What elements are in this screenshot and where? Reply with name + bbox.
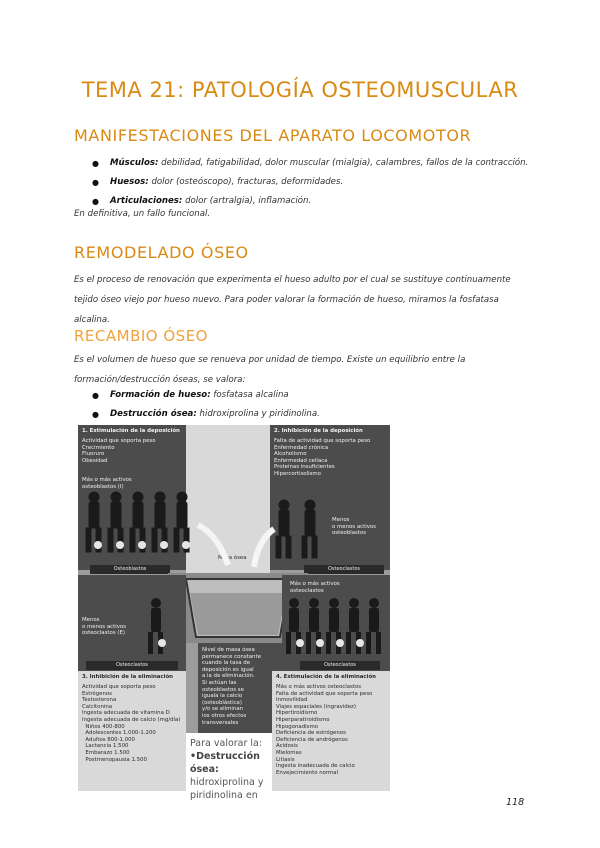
- panel-lines: Actividad que soporta peso Estrógenos Testosterona Calcitonina Ingesta adecuada de vitamina D Ingesta adecuada de calcio (mg/día) Niños 400-800 Adolescentes 1.000-1.200 Adultos 800-1.000 Lactancia 1.500 Embarazo 1.500 Postmenopausia 1.500: [82, 684, 181, 763]
- recambio-list: [92, 386, 320, 424]
- valorar-title: Para valorar la:: [190, 738, 263, 749]
- section-heading-recambio: RECAMBIO ÓSEO: [74, 327, 208, 345]
- recambio-paragraph: Es el volumen de hueso que se renueva por unidad de tiempo. Existe un equilibrio entre la formación/destrucción óseas, se valora:: [74, 355, 466, 385]
- list-item: ● Formación de hueso: fosfatasa alcalina: [92, 386, 320, 405]
- valorar-text: hidroxiprolina y piridinolina en: [190, 777, 264, 801]
- osteoclast-label-bottom: Osteoclastos: [86, 661, 178, 670]
- valorar-text-block: [190, 737, 286, 802]
- panel-title: 4. Estimulación de la eliminación: [276, 674, 377, 680]
- osteoclast-label: Osteoclastos: [304, 565, 384, 574]
- panel-note: Más o más activos osteoclastos: [290, 581, 340, 594]
- panel-removal-inhibition-text: [78, 671, 186, 791]
- workers-row-top-icon: [78, 485, 390, 575]
- remodelado-paragraph: Es el proceso de renovación que experimenta el hueso adulto por el cual se sustituye continuamente tejido óseo viejo por hueso nuevo. Para poder valorar la formación de hueso, miramos la fosfatasa alcalina.: [74, 275, 511, 325]
- mass-label: Masa ósea: [218, 555, 247, 561]
- conclusion-text: En definitiva, un fallo funcional.: [74, 209, 211, 219]
- list-item: ● Músculos: debilidad, fatigabilidad, dolor muscular (mialgia), calambres, fallos de la contracción.: [92, 154, 528, 173]
- panel-note: Más o más activos osteoblastos (I): [82, 477, 132, 490]
- panel-note: Menos o menos activos osteoblastos: [332, 517, 376, 537]
- panel-lines: Falta de actividad que soporta peso Enfermedad crónica Alcoholismo Enfermedad celíaca Proteínas insuficientes Hipercortisolismo: [274, 438, 371, 477]
- section-heading-manifestaciones: MANIFESTACIONES DEL APARATO LOCOMOTOR: [74, 126, 472, 145]
- section-heading-remodelado: REMODELADO ÓSEO: [74, 243, 249, 262]
- manifestaciones-list: [92, 154, 528, 211]
- panel-title: 3. Inhibición de la eliminación: [82, 674, 174, 680]
- panel-lines: Más o más activos osteoclastos Falta de actividad que soporta peso Inmovilidad Viajes espaciales (ingravidez) Hipertiroidismo Hiperparatiroidismo Hipogonadismo Deficiencia de estrógenos Deficiencia de andrógenos Acidosis Mielomas Litiasis Ingesta inadecuada de calcio Envejecimiento normal: [276, 684, 373, 776]
- list-item: ● Destrucción ósea: hidroxiprolina y piridinolina.: [92, 405, 320, 424]
- list-item: ● Huesos: dolor (osteóscopo), fracturas, deformidades.: [92, 173, 528, 192]
- center-note: Nivel de masa ósea permanece constante cuando la tasa de deposición es igual a la de eliminación. Si actúan las osteoblastos se iguala la calcio (osteoblástica) y/o se eliminan los otros efectos transversales: [202, 647, 261, 726]
- osteoclast-label-right: Osteoclastos: [300, 661, 380, 670]
- osteoblast-label: Osteoblastos: [90, 565, 170, 574]
- panel-title: 1. Estimulación de la deposición: [82, 428, 180, 434]
- page-number: 118: [506, 797, 525, 808]
- panel-note: Menos o menos activos osteoclastos (E): [82, 617, 126, 637]
- valorar-term: •Destrucción ósea:: [190, 751, 260, 775]
- panel-lines: Actividad que soporta peso Crecimiento Fluoruro Obesidad: [82, 438, 156, 464]
- panel-title: 2. Inhibición de la deposición: [274, 428, 363, 434]
- page-title: TEMA 21: PATOLOGÍA OSTEOMUSCULAR: [81, 78, 519, 102]
- list-item: ● Articulaciones: dolor (artralgia), inflamación.: [92, 192, 528, 211]
- workers-row-bottom-icon: [78, 593, 390, 663]
- panel-removal-stimulation-text: [272, 671, 390, 791]
